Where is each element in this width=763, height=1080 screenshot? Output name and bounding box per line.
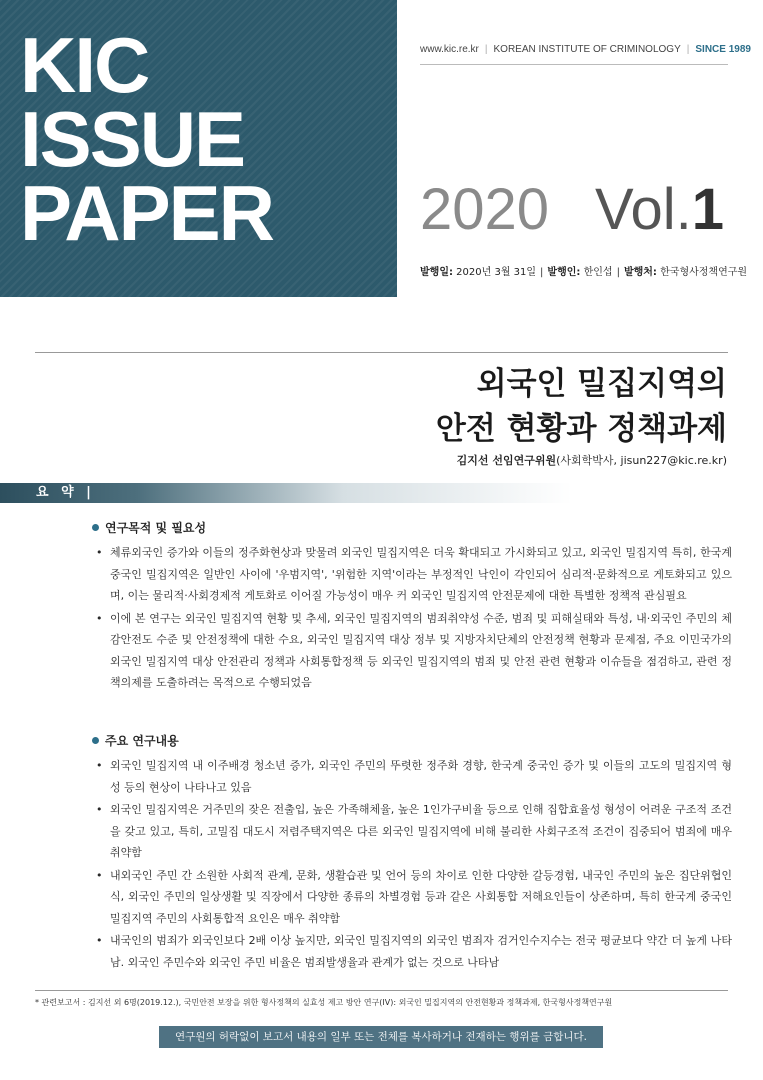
section-heading: 주요 연구내용	[92, 731, 732, 751]
publication-info: 발행일: 2020년 3월 31일 | 발행인: 한인섭 | 발행처: 한국형사정책연구원	[420, 267, 748, 278]
title-divider	[35, 352, 728, 353]
list-item: • 이에 본 연구는 외국인 밀집지역 현황 및 추세, 외국인 밀집지역의 범죄취약성 수준, 범죄 및 피해실태와 특성, 내·외국인 주민의 체감안전도 수준 및 안전정책에 대한 수요, 외국인 밀집지역 대상 정부 및 지방자치단체의 안전정책 현황과 문제점, 주요 이민국가의 외국인 밀집지역 대상 안전관리 정책과 사회통합정책 등 외국인 밀집지역의 범죄 및 안전 관련 현황과 이슈들을 점검하고, 관련 정책의제를 도출하려는 목적으로 수행되었음	[92, 608, 732, 694]
website-link[interactable]: www.kic.re.kr	[420, 44, 479, 55]
publisher-value: 한인섭	[583, 267, 613, 278]
volume-number: 1	[691, 177, 725, 242]
brand-line: ISSUE	[20, 95, 245, 183]
date-label: 발행일:	[420, 267, 453, 278]
title-line: 외국인 밀집지역의	[476, 366, 727, 402]
footnote: * 관련보고서 : 김지선 외 6명(2019.12.), 국민안전 보장을 위한 형사정책의 실효성 제고 방안 연구(IV): 외국인 밀집지역의 안전현황과 정책과제, 한국형사정책연구원	[35, 998, 613, 1007]
author-name: 김지선 선임연구위원	[456, 454, 557, 467]
office-label: 발행처:	[623, 267, 657, 278]
brand-line: KIC	[20, 21, 149, 109]
volume-prefix: Vol.	[595, 177, 692, 242]
institute-name: KOREAN INSTITUTE OF CRIMINOLOGY	[493, 44, 681, 55]
date-value: 2020년 3월 31일	[456, 267, 537, 278]
brand-wordmark	[20, 21, 273, 257]
since-label: SINCE 1989	[695, 44, 751, 55]
institute-info: www.kic.re.kr | KOREAN INSTITUTE OF CRIMINOLOGY | SINCE 1989	[420, 44, 751, 55]
brand-line: PAPER	[20, 169, 273, 257]
author-detail: (사회학박사, jisun227@kic.re.kr)	[556, 454, 727, 467]
title-line: 안전 현황과 정책과제	[435, 411, 727, 447]
header-divider	[420, 64, 728, 65]
summary-banner	[0, 483, 763, 503]
list-item: • 외국인 밀집지역은 거주민의 잦은 전출입, 높은 가족해체율, 높은 1인가구비율 등으로 인해 집합효율성 형성이 어려운 구조적 조건을 갖고 있고, 특히, 고밀집 대도시 저렴주택지역은 다른 외국인 밀집지역에 비해 불리한 사회구조적 조건이 집중되어 범죄에 매우 취약함	[92, 799, 732, 864]
bullet-dot-icon	[92, 524, 99, 531]
section-heading: 연구목적 및 필요성	[92, 518, 732, 538]
section-list	[92, 755, 732, 973]
list-item: • 내외국인 주민 간 소원한 사회적 관계, 문화, 생활습관 및 언어 등의 차이로 인한 다양한 갈등경험, 내국인 주민의 높은 집단위협인식, 외국인 주민의 일상생활 및 직장에서 다양한 종류의 차별경험 등과 같은 사회통합 저해요인들이 상존하며, 특히 한국계 중국인 밀집지역 주민의 사회통합적 요인은 매우 취약함	[92, 865, 732, 930]
office-value: 한국형사정책연구원	[660, 267, 748, 278]
list-item: • 내국인의 범죄가 외국인보다 2배 이상 높지만, 외국인 밀집지역의 외국인 범죄자 검거인수지수는 전국 평균보다 약간 더 높게 나타남. 외국인 주민수와 외국인 주민 비율은 범죄발생율과 관계가 없는 것으로 나타남	[92, 930, 732, 973]
publisher-label: 발행인:	[547, 267, 581, 278]
list-item: • 체류외국인 증가와 이들의 정주화현상과 맞물려 외국인 밀집지역은 더욱 확대되고 가시화되고 있고, 외국인 밀집지역 특히, 한국계 중국인 밀집지역은 일반인 사이에 '우범지역', '위험한 지역'이라는 부정적인 낙인이 각인되어 심리적·문화적으로 게토화되고 있으며, 이는 물리적·사회경제적 게토화로 이어질 가능성이 매우 커 외국인 밀집지역 안전문제에 대한 특별한 정책적 관심필요	[92, 542, 732, 607]
list-item: • 외국인 밀집지역 내 이주배경 청소년 증가, 외국인 주민의 뚜렷한 정주화 경향, 한국계 중국인 증가 및 이들의 고도의 밀집지역 형성 등의 현상이 나타나고 있음	[92, 755, 732, 798]
summary-label: 요 약 |	[36, 485, 95, 500]
cover-brand-block	[0, 0, 397, 297]
footnote-divider	[35, 990, 728, 991]
bullet-dot-icon	[92, 737, 99, 744]
section-purpose	[92, 518, 732, 695]
issue-year: 2020	[420, 177, 550, 242]
paper-title	[436, 362, 727, 452]
issue-volume	[595, 177, 725, 242]
section-list	[92, 542, 732, 694]
copyright-notice: 연구원의 허락없이 보고서 내용의 일부 또는 전체를 복사하거나 전재하는 행위를 금합니다.	[159, 1026, 603, 1048]
author-line	[457, 452, 727, 468]
section-findings	[92, 731, 732, 974]
